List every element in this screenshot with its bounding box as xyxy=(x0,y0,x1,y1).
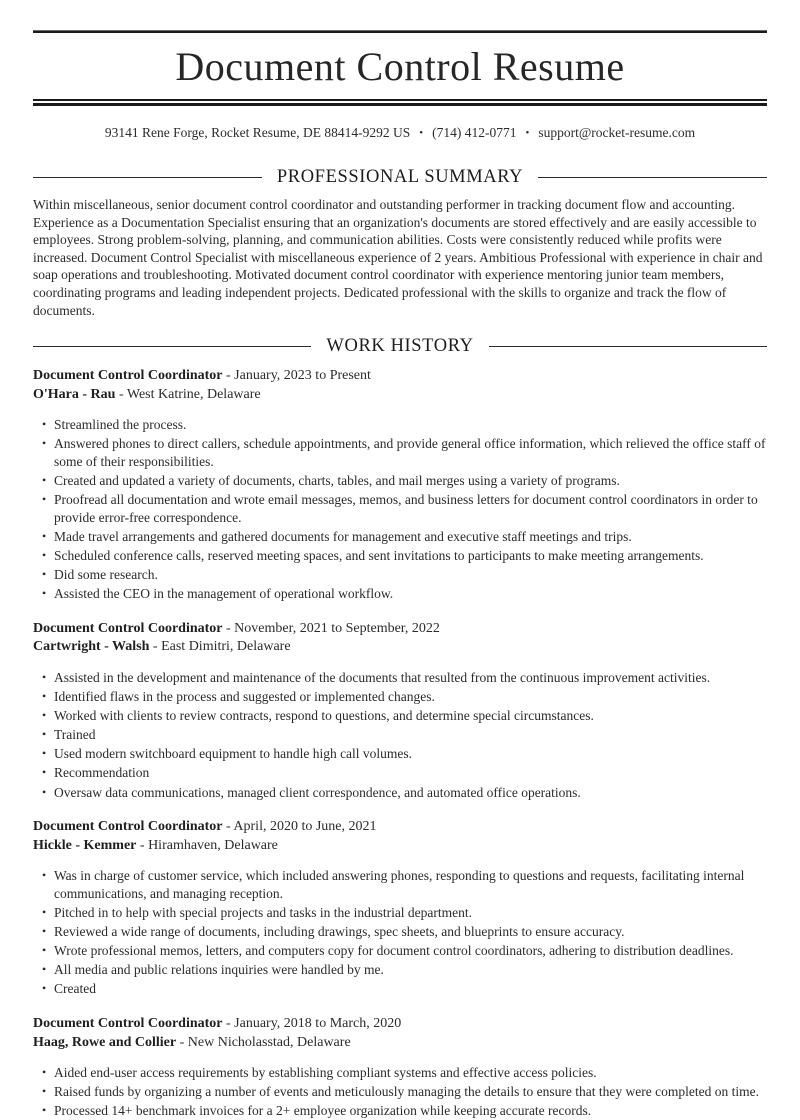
contact-phone: (714) 412-0771 xyxy=(432,125,517,140)
job-location: - Hiramhaven, Delaware xyxy=(139,837,278,853)
heading-rule-right xyxy=(489,346,767,347)
job-bullet: • Assisted in the development and maintenance of the documents that resulted from the continuous improvement activities. xyxy=(54,669,767,687)
job-bullet: • Streamlined the process. xyxy=(54,416,767,434)
work-history-section-heading xyxy=(33,336,767,357)
contact-line xyxy=(33,125,767,141)
job-entry xyxy=(33,818,767,998)
job-title: Document Control Coordinator xyxy=(33,368,223,384)
contact-email: support@rocket-resume.com xyxy=(538,125,696,140)
job-bullets xyxy=(33,867,767,998)
job-location: - East Dimitri, Delaware xyxy=(152,639,291,655)
job-bullet: • Proofread all documentation and wrote email messages, memos, and business letters for document control coordinators in order to provide error-free correspondence. xyxy=(54,491,767,526)
job-bullets xyxy=(33,669,767,801)
jobs-list xyxy=(33,367,767,1120)
resume-page xyxy=(0,30,800,1120)
job-bullet: • Assisted the CEO in the management of operational workflow. xyxy=(54,585,767,603)
job-company: O'Hara - Rau xyxy=(33,386,116,402)
title-underline-rule xyxy=(33,99,767,106)
work-history-heading-text: WORK HISTORY xyxy=(326,336,474,357)
job-bullet: • Created xyxy=(54,980,767,998)
contact-address: 93141 Rene Forge, Rocket Resume, DE 88414-9292 US xyxy=(104,125,411,140)
job-bullet: • Answered phones to direct callers, schedule appointments, and provide general office information, which relieved the office staff of some of their responsibilities. xyxy=(54,435,767,470)
job-bullet: • Created and updated a variety of documents, charts, tables, and mail merges using a variety of programs. xyxy=(54,472,767,490)
job-title-line xyxy=(33,367,767,386)
job-bullet: • Wrote professional memos, letters, and computers copy for document control coordinators, adhering to distribution deadlines. xyxy=(54,942,767,960)
job-title-line xyxy=(33,1015,767,1034)
job-bullet: • Did some research. xyxy=(54,566,767,584)
job-company-line xyxy=(33,1034,767,1053)
summary-heading-text: PROFESSIONAL SUMMARY xyxy=(276,167,524,187)
top-rule xyxy=(33,30,767,33)
job-title: Document Control Coordinator xyxy=(33,819,223,835)
job-bullet: • Aided end-user access requirements by establishing compliant systems and effective access policies. xyxy=(54,1064,767,1082)
job-bullet: • Raised funds by organizing a number of events and meticulously managing the details to ensure that they were completed on time. xyxy=(54,1083,767,1101)
job-location: - West Katrine, Delaware xyxy=(118,386,261,402)
job-title-line xyxy=(33,818,767,837)
job-company: Hickle - Kemmer xyxy=(33,837,137,853)
contact-separator-icon: • xyxy=(525,127,530,139)
job-bullet: • Reviewed a wide range of documents, including drawings, spec sheets, and blueprints to ensure accuracy. xyxy=(54,923,767,941)
job-bullets xyxy=(33,1064,767,1120)
job-bullet: • Recommendation xyxy=(54,764,767,782)
job-bullets xyxy=(33,416,767,602)
contact-separator-icon: • xyxy=(419,127,424,139)
job-bullet: • Trained xyxy=(54,726,767,744)
heading-rule-left xyxy=(33,177,262,178)
job-bullet: • Was in charge of customer service, which included answering phones, responding to questions and requests, facilitating internal communications, and managing reception. xyxy=(54,867,767,902)
job-bullet: • All media and public relations inquiries were handled by me. xyxy=(54,961,767,979)
job-bullet: • Scheduled conference calls, reserved meeting spaces, and sent invitations to participants to make meeting arrangements. xyxy=(54,547,767,565)
job-title: Document Control Coordinator xyxy=(33,1015,223,1031)
job-company: Haag, Rowe and Collier xyxy=(33,1034,177,1050)
job-bullet: • Identified flaws in the process and suggested or implemented changes. xyxy=(54,688,767,706)
job-dates: - November, 2021 to September, 2022 xyxy=(226,620,440,636)
job-company-line xyxy=(33,386,767,405)
job-bullet: • Used modern switchboard equipment to handle high call volumes. xyxy=(54,745,767,763)
heading-rule-right xyxy=(538,177,767,178)
job-bullet: • Oversaw data communications, managed client correspondence, and automated office operations. xyxy=(54,784,767,802)
job-bullet: • Made travel arrangements and gathered documents for management and executive staff meetings and trips. xyxy=(54,528,767,546)
job-dates: - January, 2018 to March, 2020 xyxy=(226,1015,402,1031)
job-location: - New Nicholasstad, Delaware xyxy=(179,1034,351,1050)
job-entry xyxy=(33,367,767,603)
job-company-line xyxy=(33,638,767,657)
job-title: Document Control Coordinator xyxy=(33,620,223,636)
job-dates: - April, 2020 to June, 2021 xyxy=(226,819,377,835)
summary-section-heading xyxy=(33,167,767,188)
job-company: Cartwright - Walsh xyxy=(33,639,150,655)
job-title-line xyxy=(33,620,767,639)
job-entry xyxy=(33,1015,767,1120)
heading-rule-left xyxy=(33,346,311,347)
summary-paragraph: Within miscellaneous, senior document control coordinator and outstanding performer in tracking document flow and accounting. Experience as a Documentation Specialist ensuring that an organization's documents are stored effectively and are easily accessible to employees. Strong problem-solving, planning, and communication abilities. Costs were consistently reduced while profits were increased. Document Control Specialist with miscellaneous experience of 2 years. Ambitious Professional with experience in chair and soap operations and troubleshooting. Motivated document control coordinator with experience mentoring junior team members, coordinating programs and leading independent projects. Dedicated professional with the skills to organize and track the flow of documents. xyxy=(33,197,763,318)
job-bullet: • Worked with clients to review contracts, respond to questions, and determine special circumstances. xyxy=(54,707,767,725)
job-bullet: • Processed 14+ benchmark invoices for a 2+ employee organization while keeping accurate records. xyxy=(54,1102,767,1120)
job-company-line xyxy=(33,837,767,856)
page-title: Document Control Resume xyxy=(175,44,625,89)
job-entry xyxy=(33,620,767,801)
job-bullet: • Pitched in to help with special projects and tasks in the industrial department. xyxy=(54,904,767,922)
job-dates: - January, 2023 to Present xyxy=(226,368,371,384)
